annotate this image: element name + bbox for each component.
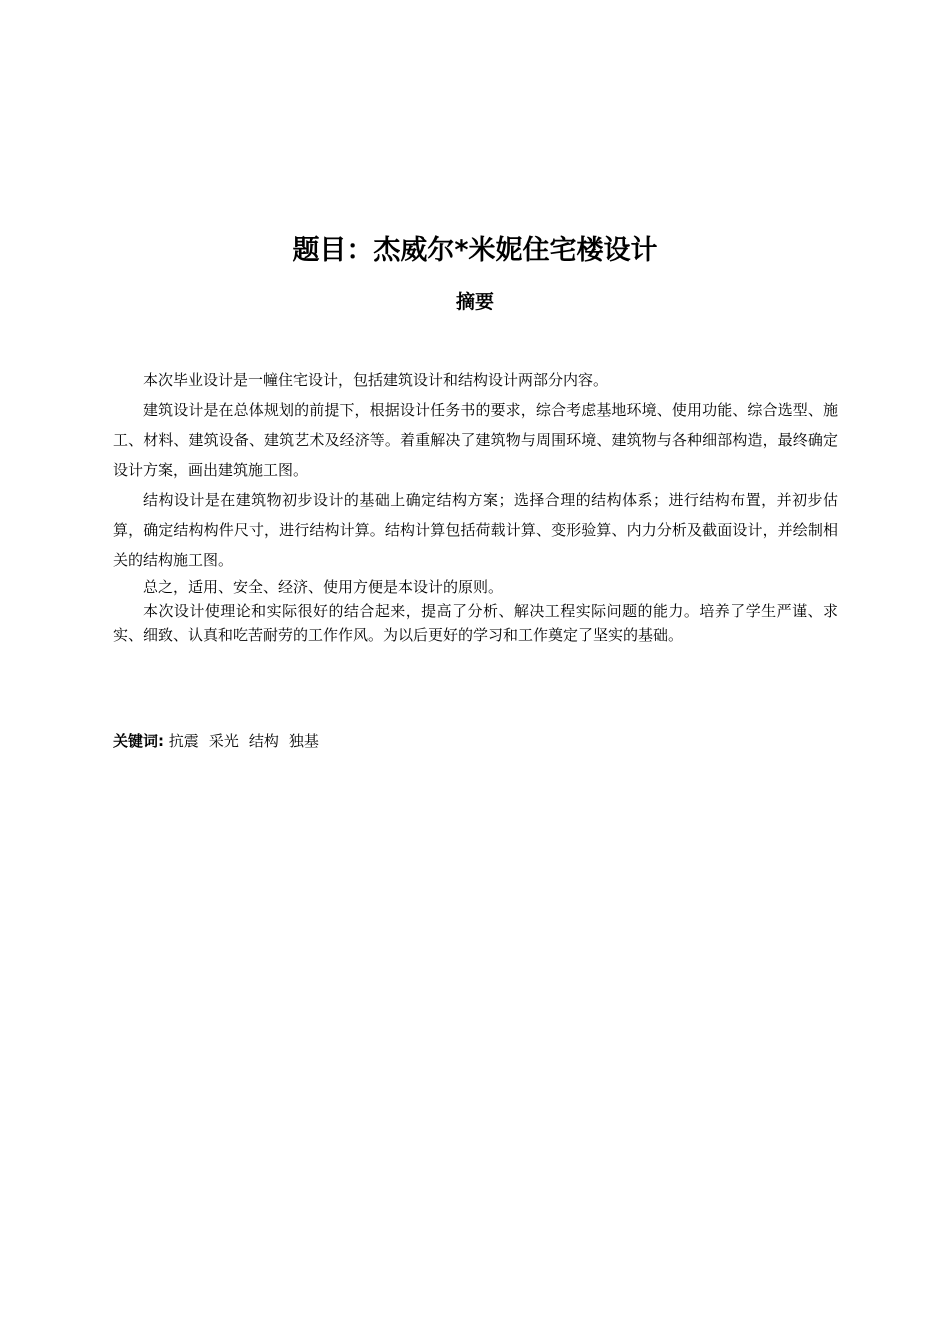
keyword-3: 结构 (248, 732, 279, 750)
abstract-paragraph-3: 结构设计是在建筑物初步设计的基础上确定结构方案；选择合理的结构体系；进行结构布置，并初步估算，确定结构构件尺寸，进行结构计算。结构计算包括荷载计算、变形验算、内力分析及截面设计，并绘制相关的结构施工图。 (113, 491, 838, 569)
abstract-paragraph-4: 总之，适用、安全、经济、使用方便是本设计的原则。 (143, 578, 504, 596)
abstract-paragraph-1: 本次毕业设计是一幢住宅设计，包括建筑设计和结构设计两部分内容。 (143, 371, 609, 389)
abstract-heading: 摘要 (455, 291, 494, 313)
keywords-line (113, 728, 324, 754)
keywords-label: 关键词: (113, 732, 164, 750)
page-title: 题目：杰威尔*米妮住宅楼设计 (292, 235, 658, 266)
abstract-paragraph-2: 建筑设计是在总体规划的前提下，根据设计任务书的要求，综合考虑基地环境、使用功能、综合选型、施工、材料、建筑设备、建筑艺术及经济等。着重解决了建筑物与周围环境、建筑物与各种细部构造，最终确定设计方案，画出建筑施工图。 (113, 401, 838, 479)
keyword-4: 独基 (288, 732, 319, 750)
abstract-body (113, 365, 838, 647)
keyword-1: 抗震 (168, 732, 199, 750)
abstract-paragraph-5: 本次设计使理论和实际很好的结合起来，提高了分析、解决工程实际问题的能力。培养了学生严谨、求实、细致、认真和吃苦耐劳的工作作风。为以后更好的学习和工作奠定了坚实的基础。 (113, 602, 838, 644)
keyword-2: 采光 (208, 732, 239, 750)
